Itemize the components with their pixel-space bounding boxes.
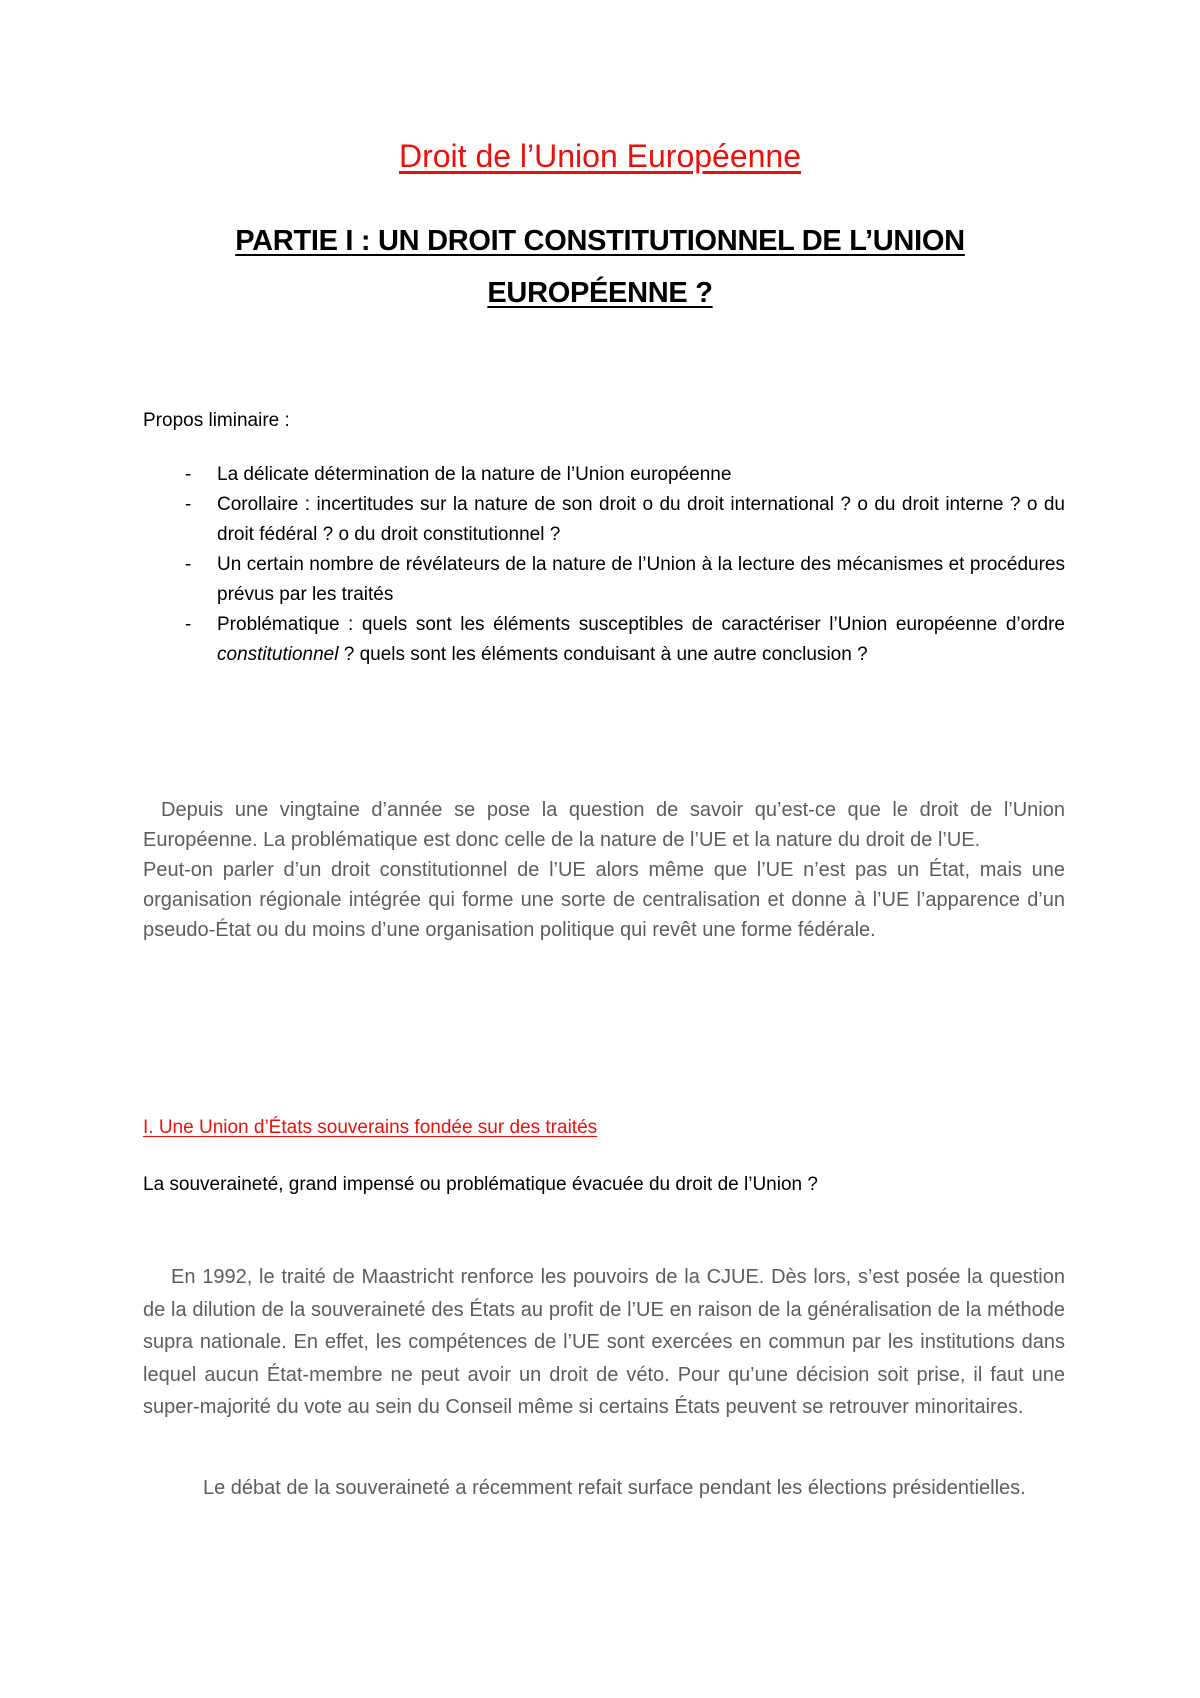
- section-1-subtitle: La souveraineté, grand impensé ou problématique évacuée du droit de l’Union ?: [143, 1174, 818, 1195]
- bullet-dash: -: [185, 494, 192, 515]
- bullet-dash: -: [185, 554, 192, 575]
- bullet-text-part: ? quels sont les éléments conduisant à une autre conclusion ?: [338, 644, 868, 665]
- bullet-text-part: Problématique : quels sont les éléments susceptibles de caractériser l’Union européenne d’ordre: [217, 614, 1065, 635]
- part-title: PARTIE I : UN DROIT CONSTITUTIONNEL DE L’UNION EUROPÉENNE ?: [235, 225, 965, 309]
- bullet-dash: -: [185, 464, 192, 485]
- bullet-item: [143, 550, 1065, 610]
- bullet-text: Corollaire : incertitudes sur la nature de son droit o du droit international ? o du droit interne ? o du droit fédéral ? o du droit constitutionnel ?: [217, 494, 1065, 545]
- bullet-item: [143, 610, 1065, 670]
- propos-liminaire-label: Propos liminaire :: [143, 410, 290, 431]
- bullet-text-italic: constitutionnel: [217, 644, 339, 665]
- bullet-item: [143, 460, 1065, 490]
- propos-bullet-list: [143, 460, 1065, 670]
- intro-paragraph-1: Depuis une vingtaine d’année se pose la question de savoir qu’est-ce que le droit de l’Union Européenne. La problématique est donc celle de la nature de l’UE et la nature du droit de l’UE.: [143, 799, 1065, 851]
- section-1-paragraph-1: [143, 1261, 1065, 1424]
- section-1-title: I. Une Union d’États souverains fondée sur des traités: [143, 1117, 598, 1138]
- bullet-item: [143, 490, 1065, 550]
- bullet-dash: -: [185, 614, 192, 635]
- bullet-text: Un certain nombre de révélateurs de la nature de l’Union à la lecture des mécanismes et procédures prévus par les traités: [217, 554, 1065, 605]
- section-1-paragraph-2: Le débat de la souveraineté a récemment refait surface pendant les élections présidentielles.: [203, 1477, 1026, 1499]
- intro-paragraphs: [143, 795, 1065, 945]
- bullet-text: La délicate détermination de la nature de l’Union européenne: [217, 464, 732, 485]
- section-1-paragraph-1-text: En 1992, le traité de Maastricht renforce les pouvoirs de la CJUE. Dès lors, s’est posée la question de la dilution de la souveraineté des États au profit de l’UE en raison de la généralisation de la méthode supra nationale. En effet, les compétences de l’UE sont exercées en commun par les institutions dans lequel aucun État-membre ne peut avoir un droit de véto. Pour qu’une décision soit prise, il faut une super-majorité du vote au sein du Conseil même si certains États peuvent se retrouver minoritaires.: [143, 1266, 1065, 1418]
- bullet-text: [217, 614, 1065, 665]
- intro-paragraph-2: Peut-on parler d’un droit constitutionnel de l’UE alors même que l’UE n’est pas un État, mais une organisation régionale intégrée qui forme une sorte de centralisation et donne à l’UE l’apparence d’un pseudo-État ou du moins d’une organisation politique qui revêt une forme fédérale.: [143, 859, 1065, 941]
- document-title: Droit de l’Union Européenne: [398, 138, 802, 174]
